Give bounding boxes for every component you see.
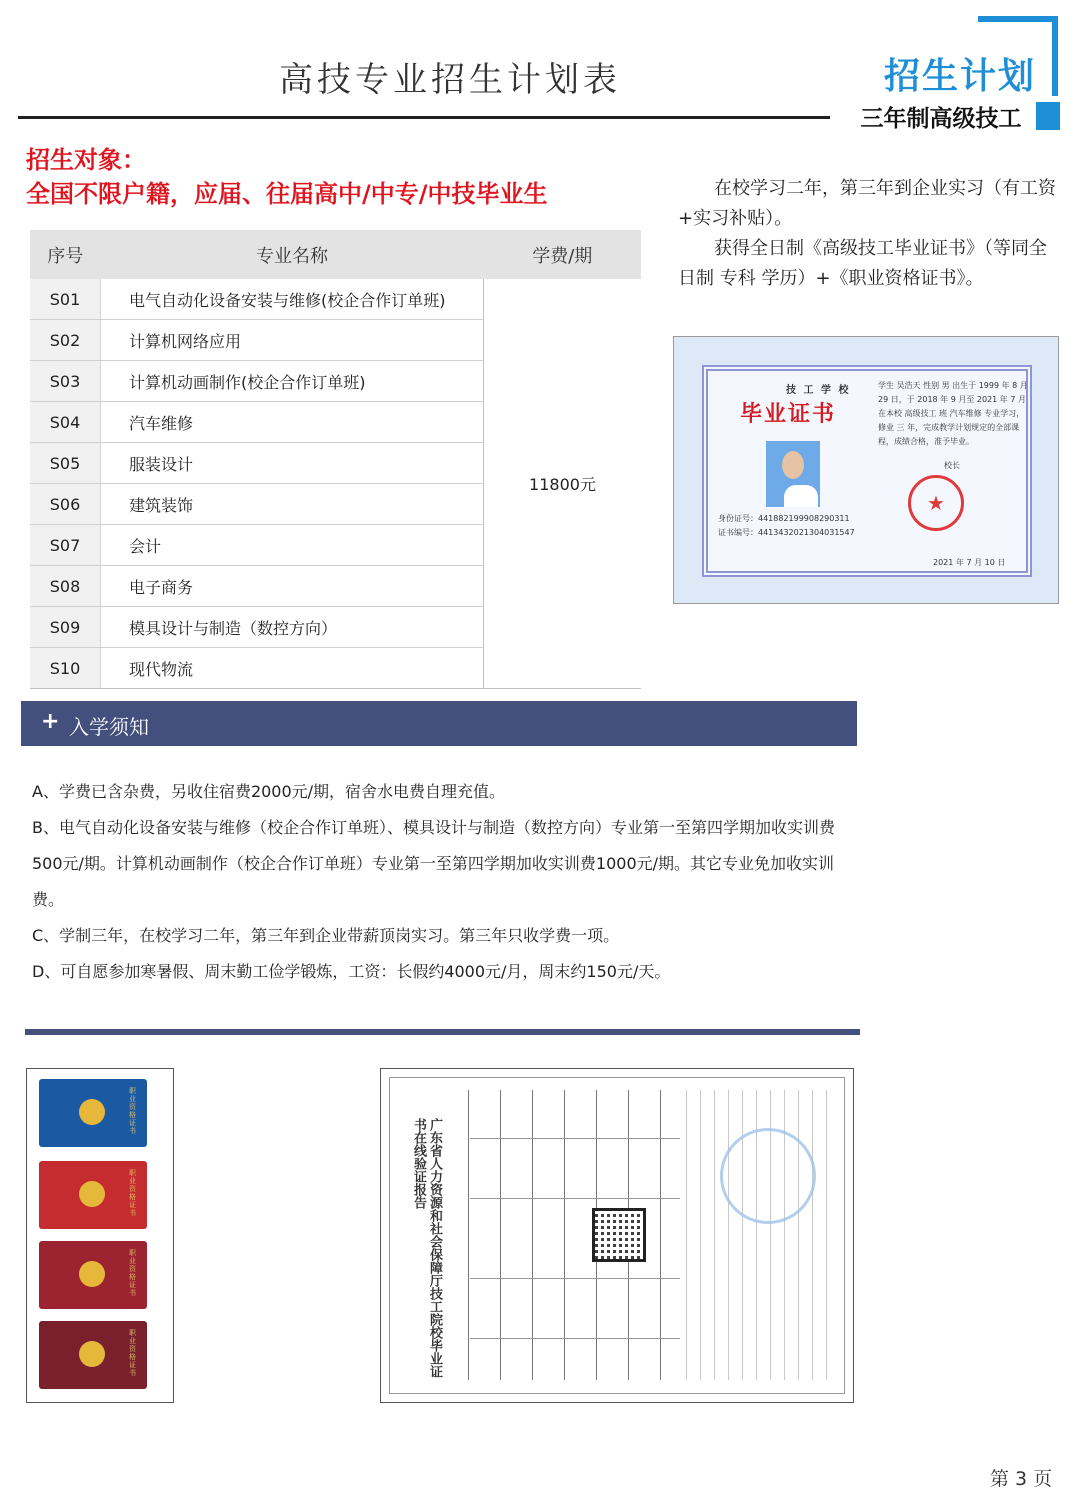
enrollment-table — [30, 230, 641, 689]
certificate-principal: 校长 — [944, 461, 960, 470]
certificate-serial: 证书编号：4413432021304031547 — [718, 528, 855, 537]
table-row — [30, 279, 641, 320]
row-major: 现代物流 — [101, 648, 484, 689]
table-header-row — [30, 230, 641, 279]
qr-code-icon — [592, 1208, 646, 1262]
national-emblem-icon — [79, 1261, 105, 1287]
row-major: 汽车维修 — [101, 402, 484, 443]
national-emblem-icon — [79, 1181, 105, 1207]
photo-shirt — [784, 485, 818, 507]
row-major: 计算机网络应用 — [101, 320, 484, 361]
report-grid-line — [470, 1278, 680, 1279]
book-crimson — [39, 1241, 147, 1309]
header-code: 序号 — [30, 230, 101, 279]
notice-title: 入学须知 — [69, 715, 149, 739]
row-code: S04 — [30, 402, 101, 443]
certificate-id-number: 身份证号：441882199908290311 — [718, 514, 850, 523]
national-emblem-icon — [79, 1341, 105, 1367]
row-code: S05 — [30, 443, 101, 484]
row-code: S03 — [30, 361, 101, 402]
row-code: S09 — [30, 607, 101, 648]
book-title: 职业资格证书 — [129, 1087, 136, 1135]
study-description — [678, 174, 1063, 294]
badge-accent-block — [1036, 102, 1060, 130]
report-sheet — [389, 1077, 845, 1394]
target-text: 全国不限户籍，应届、往届高中/中专/中技毕业生 — [26, 180, 548, 208]
study-paragraph-1: 在校学习二年，第三年到企业实习（有工资+实习补贴）。 — [678, 178, 1056, 229]
photo-face — [782, 451, 804, 479]
certificate-body-text: 学生 吴浩天 性别 男 出生于 1999 年 8 月 29 日，于 2018 年 9 月至 2021 年 7 月在本校 高级技工 班 汽车维修 专业学习，修业 三 年，完成教学计划规定的全部课程，成绩合格，准予毕业。 — [878, 381, 1028, 446]
badge-main-title: 招生计划 — [883, 56, 1036, 97]
page-title: 高技专业招生计划表 — [279, 60, 621, 100]
report-grid-line — [500, 1090, 501, 1380]
notice-item: D、可自愿参加寒暑假、周末勤工俭学锻炼，工资：长假约4000元/月，周末约150元/天。 — [32, 962, 671, 981]
certificate-date: 2021 年 7 月 10 日 — [933, 558, 1006, 567]
row-code: S02 — [30, 320, 101, 361]
student-photo — [766, 441, 820, 507]
row-code: S01 — [30, 279, 101, 320]
target-label: 招生对象： — [26, 146, 146, 174]
report-grid-line — [532, 1090, 533, 1380]
notice-item: B、电气自动化设备安装与维修（校企合作订单班）、模具设计与制造（数控方向）专业第一至第四学期加收实训费500元/期。计算机动画制作（校企合作订单班）专业第一至第四学期加收实训费1000元/期。其它专业免加收实训费。 — [32, 818, 835, 909]
certificate-border — [702, 365, 1032, 577]
fee-cell: 11800元 — [484, 279, 642, 689]
book-red — [39, 1161, 147, 1229]
row-major: 计算机动画制作(校企合作订单班) — [101, 361, 484, 402]
report-grid-line — [564, 1090, 565, 1380]
school-seal-icon: ★ — [908, 475, 964, 531]
title-divider — [18, 116, 830, 119]
notice-list — [32, 774, 852, 990]
header-major: 专业名称 — [101, 230, 484, 279]
row-major: 模具设计与制造（数控方向） — [101, 607, 484, 648]
row-major: 会计 — [101, 525, 484, 566]
row-major: 服装设计 — [101, 443, 484, 484]
row-major: 电子商务 — [101, 566, 484, 607]
verification-report-image — [380, 1068, 854, 1403]
book-blue — [39, 1079, 147, 1147]
report-grid-line — [470, 1138, 680, 1139]
certificate-school: 技 工 学 校 — [786, 385, 851, 396]
row-code: S10 — [30, 648, 101, 689]
book-title: 职业资格证书 — [129, 1169, 136, 1217]
row-code: S08 — [30, 566, 101, 607]
qualification-books-image — [26, 1068, 174, 1403]
notice-item: C、学制三年，在校学习二年，第三年到企业带薪顶岗实习。第三年只收学费一项。 — [32, 926, 620, 945]
plus-icon: + — [41, 709, 60, 734]
row-major: 电气自动化设备安装与维修(校企合作订单班) — [101, 279, 484, 320]
section-divider — [25, 1029, 860, 1035]
graduation-certificate-image — [673, 336, 1059, 604]
notice-section-bar — [21, 701, 857, 746]
row-code: S06 — [30, 484, 101, 525]
report-grid-line — [470, 1338, 680, 1339]
header-fee: 学费/期 — [484, 230, 642, 279]
notice-item: A、学费已含杂费，另收住宿费2000元/期，宿舍水电费自理充值。 — [32, 782, 506, 801]
row-major: 建筑装饰 — [101, 484, 484, 525]
page-number: 第 3 页 — [990, 1468, 1053, 1490]
report-title: 广东省人力资源和社会保障厅技工院校毕业证书在线验证报告 — [411, 1118, 442, 1378]
book-title: 职业资格证书 — [129, 1249, 136, 1297]
certificate-title: 毕业证书 — [740, 402, 837, 427]
study-paragraph-2: 获得全日制《高级技工毕业证书》（等同全日制 专科 学历）+《职业资格证书》。 — [678, 238, 1047, 289]
report-grid-line — [468, 1090, 469, 1380]
watermark-seal-icon — [720, 1128, 816, 1224]
row-code: S07 — [30, 525, 101, 566]
book-title: 职业资格证书 — [129, 1329, 136, 1377]
book-maroon — [39, 1321, 147, 1389]
national-emblem-icon — [79, 1099, 105, 1125]
report-grid-line — [470, 1198, 680, 1199]
badge-subtitle: 三年制高级技工 — [860, 106, 1022, 132]
report-grid-line — [660, 1090, 661, 1380]
